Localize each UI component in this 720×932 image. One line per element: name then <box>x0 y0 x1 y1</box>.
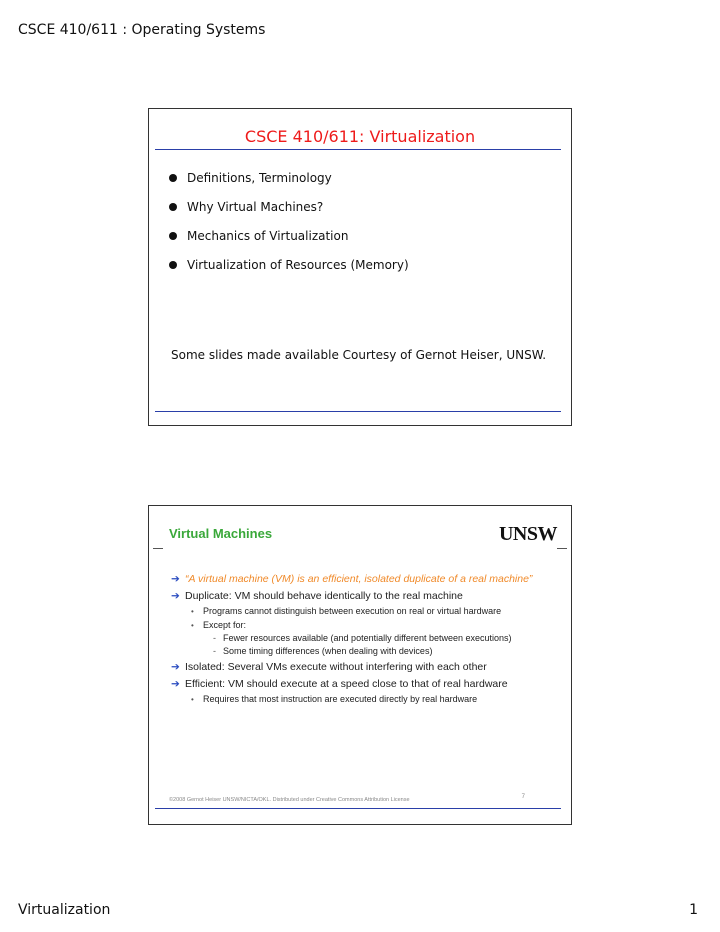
bullet-icon <box>169 174 177 182</box>
list-item-text: Efficient: VM should execute at a speed close to that of real hardware <box>185 678 508 690</box>
list-item-text: Programs cannot distinguish between execution on real or virtual hardware <box>203 606 502 616</box>
dot-icon: • <box>191 621 194 630</box>
list-item-text: “A virtual machine (VM) is an efficient, isolated duplicate of a real machine” <box>185 573 533 585</box>
courtesy-note: Some slides made available Courtesy of Gernot Heiser, UNSW. <box>171 348 547 362</box>
list-item-text: Some timing differences (when dealing with devices) <box>223 646 433 656</box>
bullet-icon <box>169 232 177 240</box>
list-item-text: Isolated: Several VMs execute without interfering with each other <box>185 661 487 673</box>
slide-1-title-rule <box>155 149 561 150</box>
bullet-text: Virtualization of Resources (Memory) <box>187 258 409 272</box>
list-item-text: Except for: <box>203 620 247 630</box>
dash-icon: - <box>213 633 216 643</box>
slide-1-footer-rule <box>155 411 561 412</box>
list-item <box>171 693 561 706</box>
slide-2-content <box>171 570 561 706</box>
copyright-note: ©2008 Gernot Heiser UNSW/NICTA/OKL. Distributed under Creative Commons Attribution License <box>169 797 410 803</box>
list-item-text: Duplicate: VM should behave identically to the real machine <box>185 590 463 602</box>
bullet-icon <box>169 203 177 211</box>
arrow-icon: ➔ <box>171 661 180 673</box>
slide-1-title: CSCE 410/611: Virtualization <box>244 127 476 146</box>
dot-icon: • <box>191 607 194 616</box>
arrow-icon: ➔ <box>171 573 180 585</box>
dash-icon: - <box>213 646 216 656</box>
list-item <box>171 632 561 645</box>
list-item <box>171 677 561 692</box>
arrow-icon: ➔ <box>171 590 180 602</box>
list-item <box>171 660 561 675</box>
list-item <box>171 619 561 632</box>
page-number: 1 <box>689 902 698 918</box>
header-tick-right <box>557 548 567 549</box>
bullet-item <box>169 169 409 198</box>
header-tick-left <box>153 548 163 549</box>
page-header: CSCE 410/611 : Operating Systems <box>18 22 266 38</box>
dot-icon: • <box>191 695 194 704</box>
slide-2-footer-rule <box>155 808 561 809</box>
slide-2 <box>148 505 572 825</box>
arrow-icon: ➔ <box>171 678 180 690</box>
list-item-text: Fewer resources available (and potentially different between executions) <box>223 633 512 643</box>
bullet-text: Definitions, Terminology <box>187 171 332 185</box>
list-item <box>171 605 561 618</box>
page-footer-title: Virtualization <box>18 902 111 918</box>
list-item <box>171 645 561 658</box>
slide-1 <box>148 108 572 426</box>
bullet-text: Mechanics of Virtualization <box>187 229 349 243</box>
slide-2-title: Virtual Machines <box>169 526 273 541</box>
slide-number: 7 <box>521 794 525 800</box>
list-item <box>171 572 561 587</box>
slide-1-bullet-list <box>169 169 409 285</box>
list-item-text: Requires that most instruction are executed directly by real hardware <box>203 694 478 704</box>
list-item <box>171 589 561 604</box>
bullet-item <box>169 227 409 256</box>
bullet-item <box>169 256 409 285</box>
bullet-text: Why Virtual Machines? <box>187 200 324 214</box>
unsw-logo: UNSW <box>498 523 557 545</box>
bullet-icon <box>169 261 177 269</box>
bullet-item <box>169 198 409 227</box>
